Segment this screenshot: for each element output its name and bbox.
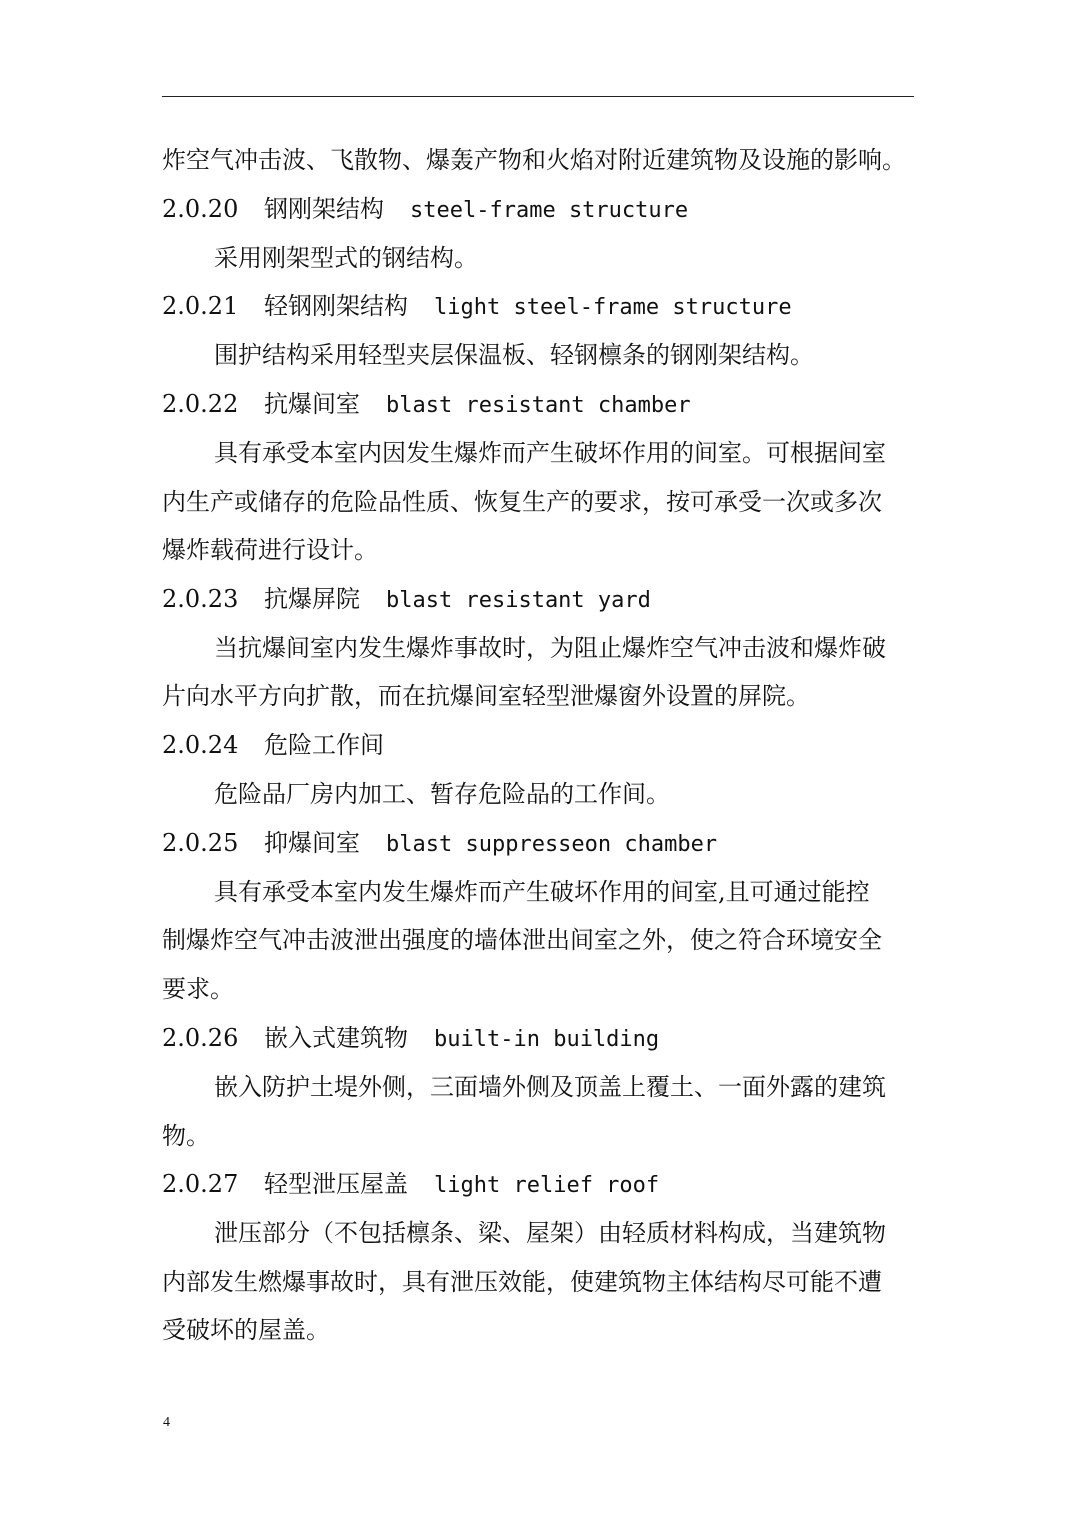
- term-definition-line: 具有承受本室内因发生爆炸而产生破坏作用的间室。可根据间室: [214, 439, 886, 467]
- term-en: steel-frame structure: [410, 198, 689, 223]
- term-en: blast suppresseon chamber: [386, 832, 718, 857]
- term-cn: 抗爆屏院: [264, 585, 360, 613]
- term-heading: [162, 583, 914, 617]
- term-definition-line: 内部发生燃爆事故时，具有泄压效能，使建筑物主体结构尽可能不遭: [162, 1268, 882, 1296]
- term-en: blast resistant chamber: [386, 393, 691, 418]
- term-en: light relief roof: [434, 1173, 660, 1198]
- term-definition-line: 当抗爆间室内发生爆炸事故时，为阻止爆炸空气冲击波和爆炸破: [214, 634, 886, 662]
- term-definition-line: 要求。: [162, 975, 234, 1003]
- term-en: blast resistant yard: [386, 588, 651, 613]
- continuation-text: 炸空气冲击波、飞散物、爆轰产物和火焰对附近建筑物及设施的影响。: [162, 146, 906, 174]
- term-definition-line: 嵌入防护土堤外侧，三面墙外侧及顶盖上覆土、一面外露的建筑: [214, 1073, 886, 1101]
- term-heading: [162, 193, 914, 227]
- term-en: light steel-frame structure: [434, 295, 792, 320]
- term-definition-line: 泄压部分（不包括檩条、梁、屋架）由轻质材料构成，当建筑物: [214, 1219, 886, 1247]
- term-cn: 危险工作间: [264, 731, 384, 759]
- term-definition-line: 具有承受本室内发生爆炸而产生破坏作用的间室,且可通过能控: [214, 878, 870, 906]
- term-number: 2.0.26: [162, 1024, 239, 1052]
- term-heading: [162, 1022, 914, 1056]
- term-number: 2.0.22: [162, 390, 239, 418]
- term-number: 2.0.24: [162, 731, 239, 759]
- term-cn: 嵌入式建筑物: [264, 1024, 408, 1052]
- term-number: 2.0.23: [162, 585, 239, 613]
- term-number: 2.0.21: [162, 292, 239, 320]
- term-en: built-in building: [434, 1027, 660, 1052]
- term-heading: [162, 388, 914, 422]
- term-heading: [162, 290, 914, 324]
- term-heading: [162, 729, 914, 761]
- term-definition-line: 危险品厂房内加工、暂存危险品的工作间。: [214, 780, 670, 808]
- term-definition-line: 围护结构采用轻型夹层保温板、轻钢檩条的钢刚架结构。: [214, 341, 814, 369]
- term-definition-line: 内生产或储存的危险品性质、恢复生产的要求，按可承受一次或多次: [162, 488, 882, 516]
- page-number: 4: [163, 1415, 170, 1430]
- term-heading: [162, 1168, 914, 1202]
- term-definition-line: 片向水平方向扩散，而在抗爆间室轻型泄爆窗外设置的屏院。: [162, 682, 810, 710]
- term-cn: 钢刚架结构: [264, 195, 384, 223]
- term-cn: 抑爆间室: [264, 829, 360, 857]
- term-cn: 轻钢刚架结构: [264, 292, 408, 320]
- term-definition-line: 采用刚架型式的钢结构。: [214, 244, 478, 272]
- term-number: 2.0.27: [162, 1170, 239, 1198]
- header-rule: [162, 96, 914, 97]
- term-number: 2.0.25: [162, 829, 239, 857]
- term-cn: 抗爆间室: [264, 390, 360, 418]
- term-cn: 轻型泄压屋盖: [264, 1170, 408, 1198]
- term-definition-line: 爆炸载荷进行设计。: [162, 536, 378, 564]
- term-number: 2.0.20: [162, 195, 239, 223]
- term-definition-line: 制爆炸空气冲击波泄出强度的墙体泄出间室之外，使之符合环境安全: [162, 926, 882, 954]
- term-definition-line: 受破坏的屋盖。: [162, 1316, 330, 1344]
- term-definition-line: 物。: [162, 1122, 210, 1150]
- term-heading: [162, 827, 914, 861]
